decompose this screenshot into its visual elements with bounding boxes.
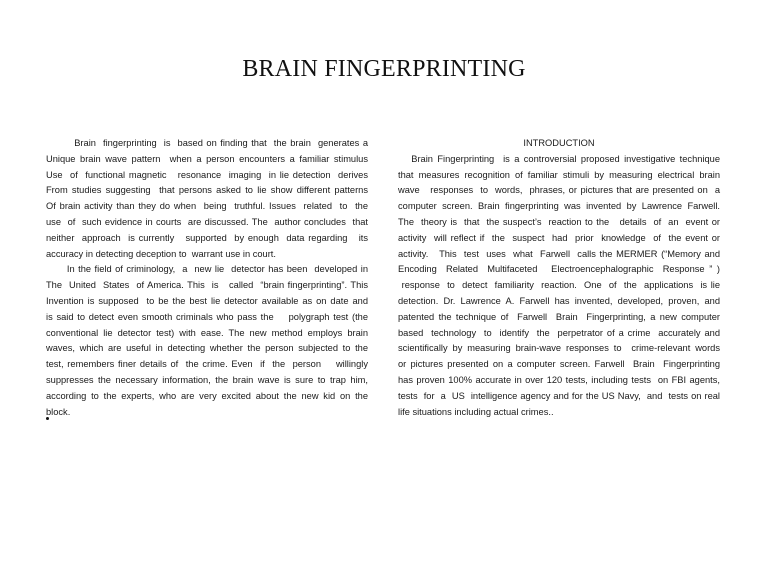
right-column-text-line: tests for a US intelligence agency and for the US Navy, and tests on real (398, 390, 720, 401)
left-column-text-line: In the field of criminology, a new lie detector has been developed in (46, 264, 368, 275)
left-column-text-line: From studies suggesting that persons asked to lie show different patterns (46, 185, 368, 196)
document-title: BRAIN FINGERPRINTING (242, 56, 526, 82)
left-column-text-line: Brain fingerprinting is based on finding that the brain generates a (46, 138, 368, 148)
right-column-text-line: or pictures presented on a computer screen. Farwell Brain Fingerprinting (398, 359, 720, 370)
right-column-text-line: patented the technique of Farwell Brain Fingerprinting, a new computer (398, 311, 720, 322)
left-column-text-line: neither approach is currently supported by enough data regarding its (46, 232, 368, 243)
bullet-point (46, 417, 49, 420)
right-column-text-line: life situations including actual crimes.. (398, 406, 554, 417)
left-column (46, 136, 368, 420)
left-column-text-line: test, remembers finer details of the crime. Even if the person willingly (46, 359, 368, 370)
left-column-text-line: according to the experts, who are very excited about the new kid on the (46, 390, 368, 401)
right-column-text-line: wave responses to words, phrases, or pictures that are presented on a (398, 185, 720, 196)
right-column-text-line: activity. This test uses what Farwell calls the MERMER (“Memory and (398, 248, 720, 259)
right-column-text-line: scientifically by measuring brain-wave responses to crime-relevant words (398, 343, 720, 354)
right-column-text-line: activity will reflect if the suspect had prior knowledge of the event or (398, 232, 720, 243)
left-column-text-line: Of brain activity than they do when being truthful. Issues related to the (46, 201, 368, 212)
left-column-text-line: conventional lie detector test) with ease. The new method employs brain (46, 327, 368, 338)
right-column-text-line: computer screen. Brain fingerprinting was invented by Lawrence Farwell. (398, 201, 720, 212)
left-column-text-line: use of such evidence in courts are discussed. The author concludes that (46, 216, 368, 227)
right-column (398, 136, 720, 420)
left-column-text-line: suppresses the necessary information, the brain wave is sure to trap him, (46, 374, 368, 385)
left-column-text-line: block. (46, 406, 71, 417)
right-column-text-line: based technology to identify the perpetrator of a crime accurately and (398, 327, 720, 338)
left-column-text-line: Use of functional magnetic resonance imaging in lie detection derives (46, 169, 368, 180)
left-column-text-line: The United States of America. This is called “brain fingerprinting”. This (46, 280, 368, 291)
left-column-text-line: accuracy in detecting deception to warrant use in court. (46, 248, 276, 259)
left-column-text-line: Unique brain wave pattern when a person encounters a familiar stimulus (46, 153, 368, 164)
left-column-text-line: Invention is supposed to be the best lie detector available as on date and (46, 295, 368, 306)
right-column-text-line: that measures recognition of familiar stimuli by measuring electrical brain (398, 169, 720, 180)
right-column-text-line: Encoding Related Multifaceted Electroencephalographic Response ” ) (398, 264, 720, 275)
introduction-heading: INTRODUCTION (523, 138, 595, 148)
right-column-text-line: The theory is that the suspect’s reaction to the details of an event or (398, 216, 720, 227)
right-column-text-line: has proven 100% accurate in over 120 tests, including tests on FBI agents, (398, 374, 720, 385)
left-column-text-line: is said to detect even smooth criminals who pass the polygraph test (the (46, 311, 368, 322)
left-column-text-line: waves, which are useful in detecting whether the person subjected to the (46, 343, 368, 354)
right-column-text-line: detection. Dr. Lawrence A. Farwell has invented, developed, proven, and (398, 295, 720, 306)
right-column-text-line: response to detect familiarity reaction. One of the applications is lie (398, 280, 720, 291)
right-column-text-line: Brain Fingerprinting is a controversial proposed investigative technique (398, 153, 720, 164)
